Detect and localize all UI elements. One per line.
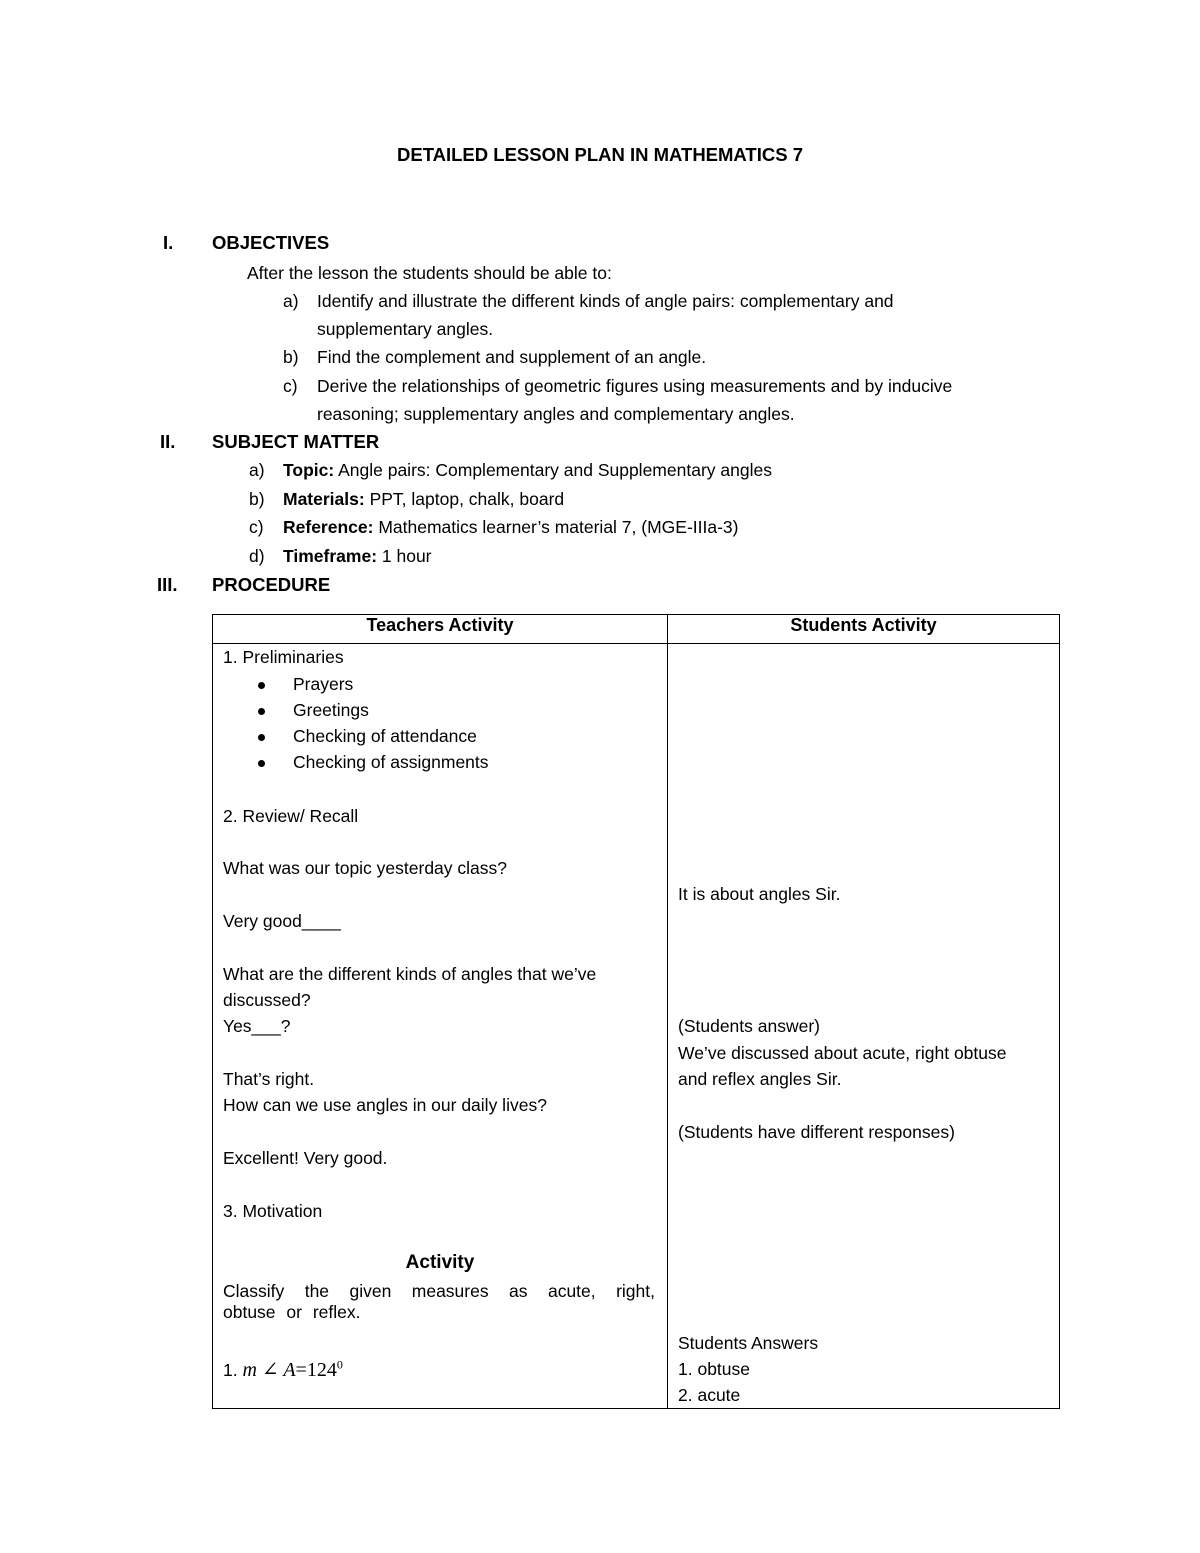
- page-title: DETAILED LESSON PLAN IN MATHEMATICS 7: [397, 144, 803, 165]
- answer-different-responses: (Students have different responses): [678, 1122, 955, 1142]
- item-number: 1.: [223, 1360, 243, 1380]
- math-expression: [242, 1359, 342, 1381]
- objectives-heading: OBJECTIVES: [212, 232, 330, 253]
- bullet-icon: [258, 760, 265, 767]
- bullet-icon: [258, 734, 265, 741]
- subject-matter-numeral: II.: [160, 431, 176, 452]
- bullet-prayers: Prayers: [293, 674, 354, 694]
- question-daily-lives: How can we use angles in our daily lives?: [223, 1095, 547, 1115]
- objective-label-a: a): [283, 291, 299, 311]
- objectives-numeral: I.: [163, 232, 174, 253]
- students-cell: [668, 644, 1060, 1409]
- objective-c-line1: Derive the relationships of geometric figures using measurements and by inducive: [317, 376, 953, 396]
- col-students-activity: Students Activity: [668, 615, 1060, 644]
- subject-reference: [283, 517, 738, 538]
- bullet-greetings: Greetings: [293, 700, 369, 720]
- subject-label-b: b): [249, 489, 265, 509]
- activity-item-1: [223, 1357, 343, 1382]
- timeframe-value: 1 hour: [377, 546, 432, 566]
- students-answers-heading: Students Answers: [678, 1333, 819, 1353]
- procedure-table-header: [213, 615, 1060, 644]
- answer-students-answer: (Students answer): [678, 1016, 821, 1036]
- math-m: m: [242, 1359, 257, 1381]
- preliminaries: 1. Preliminaries: [223, 647, 344, 667]
- objective-b-line1: Find the complement and supplement of an angle.: [317, 347, 707, 367]
- yes-prompt: Yes___?: [223, 1016, 291, 1036]
- activity-instructions: Classify the given measures as acute, right, obtuse or reflex.: [223, 1281, 655, 1322]
- subject-label-a: a): [249, 460, 265, 480]
- students-answer-2: 2. acute: [678, 1385, 741, 1405]
- procedure-heading: PROCEDURE: [212, 574, 331, 595]
- topic-value: Angle pairs: Complementary and Supplementary angles: [334, 460, 772, 480]
- subject-label-d: d): [249, 546, 265, 566]
- answer-angles: It is about angles Sir.: [678, 884, 841, 904]
- review-recall: 2. Review/ Recall: [223, 806, 359, 826]
- procedure-table: [212, 614, 1060, 1409]
- question-topic-yesterday: What was our topic yesterday class?: [223, 858, 508, 878]
- procedure-table-row: [213, 644, 1060, 1409]
- teacher-cell: [213, 644, 668, 1409]
- question-kinds-line2: discussed?: [223, 990, 311, 1010]
- objectives-intro: After the lesson the students should be able to:: [247, 263, 612, 283]
- subject-label-c: c): [249, 517, 264, 537]
- angle-symbol: ∠: [261, 1359, 279, 1381]
- bullet-icon: [258, 682, 265, 689]
- reference-value: Mathematics learner’s material 7, (MGE-IIIa-3): [373, 517, 739, 537]
- very-good: Very good____: [223, 911, 341, 931]
- bullet-assignments: Checking of assignments: [293, 752, 489, 772]
- bullet-icon: [258, 708, 265, 715]
- math-value: =124: [295, 1359, 337, 1381]
- answer-kinds-line1: We’ve discussed about acute, right obtuse: [678, 1043, 1007, 1063]
- math-a: A: [283, 1359, 296, 1381]
- subject-topic: [283, 460, 772, 481]
- col-teachers-activity: Teachers Activity: [213, 615, 668, 644]
- students-answer-1: 1. obtuse: [678, 1359, 750, 1379]
- objective-label-c: c): [283, 376, 298, 396]
- timeframe-key: Timeframe:: [283, 546, 378, 566]
- thats-right: That’s right.: [223, 1069, 315, 1089]
- objective-c-line2: reasoning; supplementary angles and complementary angles.: [317, 404, 795, 424]
- subject-timeframe: [283, 546, 432, 567]
- reference-key: Reference:: [283, 517, 374, 537]
- objective-a-line1: Identify and illustrate the different kinds of angle pairs: complementary and: [317, 291, 894, 311]
- motivation: 3. Motivation: [223, 1201, 323, 1221]
- bullet-attendance: Checking of attendance: [293, 726, 477, 746]
- objective-label-b: b): [283, 347, 299, 367]
- materials-key: Materials:: [283, 489, 365, 509]
- procedure-numeral: III.: [157, 574, 178, 595]
- degree-superscript: 0: [336, 1357, 343, 1372]
- topic-key: Topic:: [283, 460, 335, 480]
- excellent: Excellent! Very good.: [223, 1148, 388, 1168]
- answer-kinds-line2: and reflex angles Sir.: [678, 1069, 842, 1089]
- materials-value: PPT, laptop, chalk, board: [364, 489, 565, 509]
- subject-materials: [283, 489, 564, 510]
- subject-matter-heading: SUBJECT MATTER: [212, 431, 380, 452]
- objective-a-line2: supplementary angles.: [317, 319, 494, 339]
- activity-heading: Activity: [405, 1252, 475, 1273]
- question-kinds-line1: What are the different kinds of angles that we’ve: [223, 964, 597, 984]
